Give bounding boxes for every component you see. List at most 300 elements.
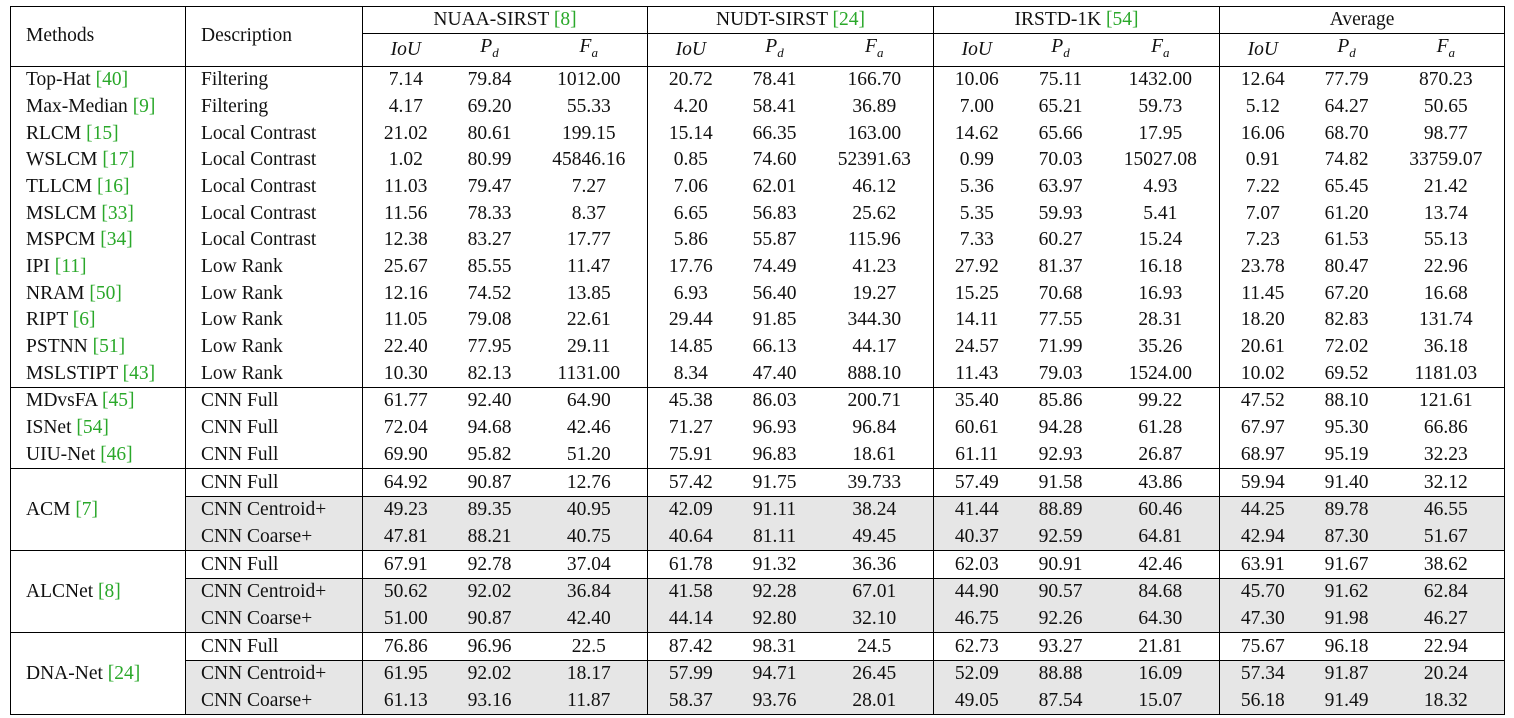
method-label: TLLCM xyxy=(26,175,93,197)
value-cell: 56.83 xyxy=(752,202,797,224)
value-cell: 42.46 xyxy=(531,415,648,442)
citation-link[interactable]: [33] xyxy=(101,202,134,224)
value-cell: 68.97 xyxy=(1240,443,1285,465)
value-cell: 12.38 xyxy=(383,229,428,251)
value-cell: 91.32 xyxy=(734,551,816,579)
value-cell: 96.96 xyxy=(449,633,531,661)
method-label: Max-Median xyxy=(26,95,128,117)
value-cell: 88.10 xyxy=(1324,390,1369,412)
value-cell: 91.58 xyxy=(1020,469,1102,497)
value-cell: 92.80 xyxy=(734,606,816,633)
value-cell: 18.32 xyxy=(1388,688,1505,715)
value-cell: 92.59 xyxy=(1020,524,1102,551)
value-cell: 56.40 xyxy=(752,282,797,304)
value-cell: 75.91 xyxy=(668,443,713,465)
value-cell: 61.28 xyxy=(1102,415,1220,442)
value-cell: 15.14 xyxy=(668,122,713,144)
citation-link[interactable]: [40] xyxy=(95,69,129,91)
value-cell: 80.61 xyxy=(467,122,512,144)
value-cell: 69.90 xyxy=(383,443,428,465)
value-cell: 84.68 xyxy=(1102,578,1220,605)
value-cell: 1524.00 xyxy=(1102,360,1220,387)
value-cell: 80.99 xyxy=(467,149,512,171)
value-cell: 93.16 xyxy=(449,688,531,715)
citation-link[interactable]: [8] xyxy=(98,580,121,602)
dataset-name: IRSTD-1K xyxy=(1014,9,1102,30)
value-cell: 14.11 xyxy=(955,309,999,331)
value-cell: 46.55 xyxy=(1388,496,1505,523)
value-cell: 90.87 xyxy=(449,606,531,633)
value-cell: 22.40 xyxy=(383,336,428,358)
value-cell: 69.20 xyxy=(467,95,512,117)
value-cell: 10.30 xyxy=(383,362,428,384)
value-cell: 90.87 xyxy=(449,469,531,497)
value-cell: 15.07 xyxy=(1102,688,1220,715)
method-name xyxy=(11,120,186,147)
method-name xyxy=(11,174,186,201)
value-cell: 62.73 xyxy=(934,633,1020,661)
description-cell: CNN Full xyxy=(186,388,363,415)
value-cell: 7.00 xyxy=(959,95,994,117)
value-cell: 7.14 xyxy=(388,69,423,91)
value-cell: 77.55 xyxy=(1038,309,1083,331)
value-cell: 94.71 xyxy=(734,661,816,688)
value-cell: 55.33 xyxy=(531,94,648,121)
value-cell: 98.77 xyxy=(1388,120,1505,147)
table-row xyxy=(11,147,1505,174)
method-name xyxy=(11,254,186,281)
value-cell: 92.02 xyxy=(449,661,531,688)
value-cell: 32.23 xyxy=(1388,442,1505,469)
citation-link[interactable]: [9] xyxy=(132,95,156,117)
method-name xyxy=(11,66,186,93)
value-cell: 82.83 xyxy=(1324,309,1369,331)
value-cell: 26.87 xyxy=(1102,442,1220,469)
value-cell: 43.86 xyxy=(1102,469,1220,497)
value-cell: 94.28 xyxy=(1038,417,1083,439)
value-cell: 8.37 xyxy=(531,200,648,227)
value-cell: 5.41 xyxy=(1102,200,1220,227)
citation-link[interactable]: [45] xyxy=(102,390,135,412)
table-row xyxy=(11,200,1505,227)
value-cell: 47.52 xyxy=(1240,390,1285,412)
value-cell: 74.49 xyxy=(752,256,797,278)
value-cell: 88.21 xyxy=(449,524,531,551)
value-cell: 11.45 xyxy=(1241,282,1285,304)
method-name xyxy=(11,633,186,715)
value-cell: 95.30 xyxy=(1324,417,1369,439)
value-cell: 75.11 xyxy=(1038,69,1083,91)
metric-header-fa: $F_a$ xyxy=(1388,34,1505,67)
value-cell: 39.733 xyxy=(816,469,934,497)
value-cell: 36.36 xyxy=(816,551,934,579)
dataset-cite[interactable]: 24 xyxy=(839,9,859,30)
value-cell: 69.52 xyxy=(1324,362,1369,384)
value-cell: 10.06 xyxy=(954,69,999,91)
value-cell: 57.34 xyxy=(1220,661,1306,688)
value-cell: 82.13 xyxy=(467,362,512,384)
method-name xyxy=(11,334,186,361)
table-row xyxy=(11,334,1505,361)
value-cell: 52391.63 xyxy=(816,147,934,174)
description-cell: CNN Full xyxy=(186,469,363,497)
value-cell: 4.93 xyxy=(1102,174,1220,201)
table-row xyxy=(11,661,1505,688)
value-cell: 81.37 xyxy=(1038,256,1083,278)
value-cell: 1012.00 xyxy=(531,66,648,93)
citation-link[interactable]: [15] xyxy=(86,122,119,144)
value-cell: 61.13 xyxy=(363,688,449,715)
value-cell: 13.74 xyxy=(1388,200,1505,227)
value-cell: 68.70 xyxy=(1324,122,1369,144)
description-cell: Low Rank xyxy=(186,254,363,281)
results-table-container xyxy=(10,6,1504,715)
method-name xyxy=(11,415,186,442)
value-cell: 96.93 xyxy=(752,417,797,439)
value-cell: 18.20 xyxy=(1240,309,1285,331)
value-cell: 1.02 xyxy=(388,149,423,171)
table-row xyxy=(11,66,1505,93)
value-cell: 58.41 xyxy=(752,95,797,117)
value-cell: 5.36 xyxy=(959,175,994,197)
value-cell: 67.91 xyxy=(363,551,449,579)
value-cell: 65.66 xyxy=(1038,122,1083,144)
value-cell: 36.89 xyxy=(816,94,934,121)
metric-header-pd: $P_d$ xyxy=(1306,34,1388,67)
value-cell: 23.78 xyxy=(1240,256,1285,278)
value-cell: 66.86 xyxy=(1388,415,1505,442)
value-cell: 131.74 xyxy=(1388,307,1505,334)
value-cell: 92.78 xyxy=(449,551,531,579)
method-label: RLCM xyxy=(26,122,82,144)
value-cell: 17.95 xyxy=(1102,120,1220,147)
value-cell: 52.09 xyxy=(934,661,1020,688)
value-cell: 15.24 xyxy=(1102,227,1220,254)
value-cell: 67.01 xyxy=(816,578,934,605)
description-cell: Filtering xyxy=(186,94,363,121)
metric-header-fa: $F_a$ xyxy=(1102,34,1220,67)
value-cell: 19.27 xyxy=(816,280,934,307)
value-cell: 42.40 xyxy=(531,606,648,633)
value-cell: 16.09 xyxy=(1102,661,1220,688)
description-cell: Low Rank xyxy=(186,334,363,361)
value-cell: 16.18 xyxy=(1102,254,1220,281)
value-cell: 47.40 xyxy=(752,362,797,384)
value-cell: 22.96 xyxy=(1388,254,1505,281)
value-cell: 50.65 xyxy=(1388,94,1505,121)
method-label: ISNet xyxy=(26,417,72,439)
value-cell: 88.89 xyxy=(1020,496,1102,523)
value-cell: 62.84 xyxy=(1388,578,1505,605)
citation-link[interactable]: [54] xyxy=(76,417,109,439)
value-cell: 79.84 xyxy=(467,69,512,91)
value-cell: 22.94 xyxy=(1388,633,1505,661)
table-row xyxy=(11,442,1505,469)
value-cell: 7.23 xyxy=(1245,229,1280,251)
value-cell: 115.96 xyxy=(816,227,934,254)
value-cell: 22.61 xyxy=(531,307,648,334)
description-cell: Filtering xyxy=(186,66,363,93)
value-cell: 1131.00 xyxy=(531,360,648,387)
value-cell: 92.02 xyxy=(449,578,531,605)
value-cell: 5.35 xyxy=(959,202,994,224)
value-cell: 49.05 xyxy=(934,688,1020,715)
value-cell: 46.27 xyxy=(1388,606,1505,633)
citation-link[interactable]: [16] xyxy=(96,175,130,197)
citation-link[interactable]: [50] xyxy=(89,282,122,304)
method-label: DNA-Net xyxy=(26,662,103,684)
citation-link[interactable]: [46] xyxy=(100,443,133,465)
value-cell: 90.57 xyxy=(1020,578,1102,605)
value-cell: 79.08 xyxy=(467,309,512,331)
value-cell: 7.33 xyxy=(959,229,994,251)
value-cell: 8.34 xyxy=(673,362,708,384)
citation-link[interactable]: [34] xyxy=(100,229,133,251)
value-cell: 64.92 xyxy=(363,469,449,497)
header-dataset-average: Average xyxy=(1220,7,1505,34)
value-cell: 5.86 xyxy=(673,229,708,251)
description-cell: CNN Full xyxy=(186,442,363,469)
method-label: WSLCM xyxy=(26,149,98,171)
citation-link[interactable]: [24] xyxy=(107,662,141,684)
dataset-cite[interactable]: 54 xyxy=(1112,9,1133,30)
value-cell: 74.52 xyxy=(467,282,512,304)
value-cell: 25.67 xyxy=(383,256,428,278)
value-cell: 121.61 xyxy=(1388,388,1505,415)
value-cell: 72.02 xyxy=(1324,336,1369,358)
value-cell: 44.14 xyxy=(648,606,734,633)
value-cell: 62.03 xyxy=(934,551,1020,579)
value-cell: 70.03 xyxy=(1038,149,1083,171)
value-cell: 28.31 xyxy=(1102,307,1220,334)
value-cell: 24.57 xyxy=(954,336,999,358)
table-row xyxy=(11,415,1505,442)
value-cell: 7.06 xyxy=(673,175,708,197)
description-cell: Low Rank xyxy=(186,280,363,307)
method-label: MSLCM xyxy=(26,202,97,224)
value-cell: 78.33 xyxy=(467,202,512,224)
table-row xyxy=(11,688,1505,715)
description-cell: Local Contrast xyxy=(186,227,363,254)
value-cell: 40.95 xyxy=(531,496,648,523)
value-cell: 41.44 xyxy=(934,496,1020,523)
method-label: RIPT xyxy=(26,309,68,331)
value-cell: 21.81 xyxy=(1102,633,1220,661)
value-cell: 36.18 xyxy=(1388,334,1505,361)
value-cell: 55.87 xyxy=(752,229,797,251)
value-cell: 42.09 xyxy=(648,496,734,523)
value-cell: 91.67 xyxy=(1306,551,1388,579)
method-label: NRAM xyxy=(26,282,85,304)
value-cell: 18.61 xyxy=(816,442,934,469)
description-cell: CNN Full xyxy=(186,415,363,442)
dataset-name: NUDT-SIRST xyxy=(716,9,828,30)
table-row xyxy=(11,469,1505,497)
value-cell: 98.31 xyxy=(734,633,816,661)
value-cell: 870.23 xyxy=(1388,66,1505,93)
value-cell: 12.64 xyxy=(1240,69,1285,91)
metric-header-pd: $P_d$ xyxy=(734,34,816,67)
value-cell: 64.27 xyxy=(1324,95,1369,117)
value-cell: 60.27 xyxy=(1038,229,1083,251)
value-cell: 51.20 xyxy=(531,442,648,469)
value-cell: 88.88 xyxy=(1020,661,1102,688)
citation-link[interactable]: [17] xyxy=(102,149,135,171)
value-cell: 166.70 xyxy=(816,66,934,93)
value-cell: 55.13 xyxy=(1388,227,1505,254)
value-cell: 163.00 xyxy=(816,120,934,147)
value-cell: 200.71 xyxy=(816,388,934,415)
value-cell: 63.97 xyxy=(1038,175,1083,197)
table-row xyxy=(11,360,1505,387)
value-cell: 46.12 xyxy=(816,174,934,201)
value-cell: 4.17 xyxy=(388,95,423,117)
value-cell: 71.99 xyxy=(1038,336,1083,358)
value-cell: 87.42 xyxy=(648,633,734,661)
value-cell: 93.27 xyxy=(1020,633,1102,661)
value-cell: 80.47 xyxy=(1324,256,1369,278)
description-cell: Local Contrast xyxy=(186,147,363,174)
method-name xyxy=(11,147,186,174)
description-cell: CNN Centroid+ xyxy=(186,661,363,688)
table-row xyxy=(11,496,1505,523)
metric-header-fa: $F_a$ xyxy=(531,34,648,67)
description-cell: Local Contrast xyxy=(186,120,363,147)
value-cell: 83.27 xyxy=(467,229,512,251)
value-cell: 32.12 xyxy=(1388,469,1505,497)
method-label: ACM xyxy=(26,498,71,520)
metric-header-fa: $F_a$ xyxy=(816,34,934,67)
value-cell: 13.85 xyxy=(531,280,648,307)
description-cell: Local Contrast xyxy=(186,200,363,227)
value-cell: 6.65 xyxy=(673,202,708,224)
table-row xyxy=(11,254,1505,281)
value-cell: 76.86 xyxy=(363,633,449,661)
value-cell: 60.46 xyxy=(1102,496,1220,523)
value-cell: 77.95 xyxy=(467,336,512,358)
metric-header-iou: IoU xyxy=(1220,34,1306,67)
value-cell: 91.11 xyxy=(734,496,816,523)
value-cell: 91.87 xyxy=(1306,661,1388,688)
description-cell: CNN Coarse+ xyxy=(186,606,363,633)
value-cell: 59.93 xyxy=(1038,202,1083,224)
method-label: ALCNet xyxy=(26,580,94,602)
value-cell: 56.18 xyxy=(1220,688,1306,715)
value-cell: 96.84 xyxy=(816,415,934,442)
value-cell: 59.73 xyxy=(1102,94,1220,121)
value-cell: 49.23 xyxy=(363,496,449,523)
value-cell: 75.67 xyxy=(1220,633,1306,661)
value-cell: 89.35 xyxy=(449,496,531,523)
value-cell: 65.21 xyxy=(1038,95,1083,117)
comparison-table xyxy=(10,6,1505,715)
value-cell: 86.03 xyxy=(752,390,797,412)
value-cell: 40.64 xyxy=(648,524,734,551)
value-cell: 41.23 xyxy=(816,254,934,281)
value-cell: 38.24 xyxy=(816,496,934,523)
value-cell: 41.58 xyxy=(648,578,734,605)
value-cell: 64.30 xyxy=(1102,606,1220,633)
value-cell: 20.24 xyxy=(1388,661,1505,688)
value-cell: 45846.16 xyxy=(531,147,648,174)
table-row xyxy=(11,280,1505,307)
value-cell: 91.75 xyxy=(734,469,816,497)
value-cell: 91.40 xyxy=(1306,469,1388,497)
value-cell: 11.43 xyxy=(955,362,999,384)
value-cell: 14.85 xyxy=(668,336,713,358)
value-cell: 91.98 xyxy=(1306,606,1388,633)
value-cell: 16.68 xyxy=(1388,280,1505,307)
value-cell: 59.94 xyxy=(1220,469,1306,497)
value-cell: 61.78 xyxy=(648,551,734,579)
value-cell: 57.99 xyxy=(648,661,734,688)
table-row xyxy=(11,551,1505,579)
value-cell: 40.37 xyxy=(934,524,1020,551)
value-cell: 91.62 xyxy=(1306,578,1388,605)
value-cell: 61.53 xyxy=(1324,229,1369,251)
value-cell: 47.30 xyxy=(1220,606,1306,633)
metric-header-pd: $P_d$ xyxy=(1020,34,1102,67)
value-cell: 5.12 xyxy=(1245,95,1280,117)
value-cell: 16.93 xyxy=(1102,280,1220,307)
table-row xyxy=(11,227,1505,254)
table-row xyxy=(11,307,1505,334)
citation-link[interactable]: [51] xyxy=(92,336,126,358)
method-name xyxy=(11,442,186,469)
dataset-cite[interactable]: 8 xyxy=(560,9,571,30)
table-row xyxy=(11,388,1505,415)
method-label: MSLSTIPT xyxy=(26,362,118,384)
value-cell: 33759.07 xyxy=(1388,147,1505,174)
value-cell: 95.19 xyxy=(1324,443,1369,465)
description-cell: CNN Full xyxy=(186,633,363,661)
value-cell: 85.86 xyxy=(1038,390,1083,412)
value-cell: 24.5 xyxy=(816,633,934,661)
value-cell: 79.47 xyxy=(467,175,512,197)
citation-link[interactable]: [43] xyxy=(122,362,156,384)
value-cell: 44.25 xyxy=(1220,496,1306,523)
value-cell: 11.05 xyxy=(384,309,428,331)
table-row xyxy=(11,174,1505,201)
value-cell: 50.62 xyxy=(363,578,449,605)
value-cell: 45.70 xyxy=(1220,578,1306,605)
value-cell: 29.11 xyxy=(531,334,648,361)
value-cell: 12.76 xyxy=(531,469,648,497)
citation-link[interactable]: [11] xyxy=(54,256,87,278)
citation-link[interactable]: [7] xyxy=(75,498,99,520)
table-row xyxy=(11,633,1505,661)
value-cell: 61.95 xyxy=(363,661,449,688)
value-cell: 12.16 xyxy=(383,282,428,304)
method-label: IPI xyxy=(26,256,50,278)
value-cell: 199.15 xyxy=(531,120,648,147)
citation-link[interactable]: [6] xyxy=(72,309,96,331)
value-cell: 95.82 xyxy=(467,443,512,465)
value-cell: 11.47 xyxy=(531,254,648,281)
value-cell: 85.55 xyxy=(467,256,512,278)
value-cell: 49.45 xyxy=(816,524,934,551)
value-cell: 57.42 xyxy=(648,469,734,497)
value-cell: 26.45 xyxy=(816,661,934,688)
value-cell: 63.91 xyxy=(1220,551,1306,579)
description-cell: Low Rank xyxy=(186,307,363,334)
method-label: UIU-Net xyxy=(26,443,96,465)
method-name xyxy=(11,200,186,227)
method-name xyxy=(11,307,186,334)
method-label: MDvsFA xyxy=(26,390,98,412)
value-cell: 37.04 xyxy=(531,551,648,579)
table-row xyxy=(11,94,1505,121)
